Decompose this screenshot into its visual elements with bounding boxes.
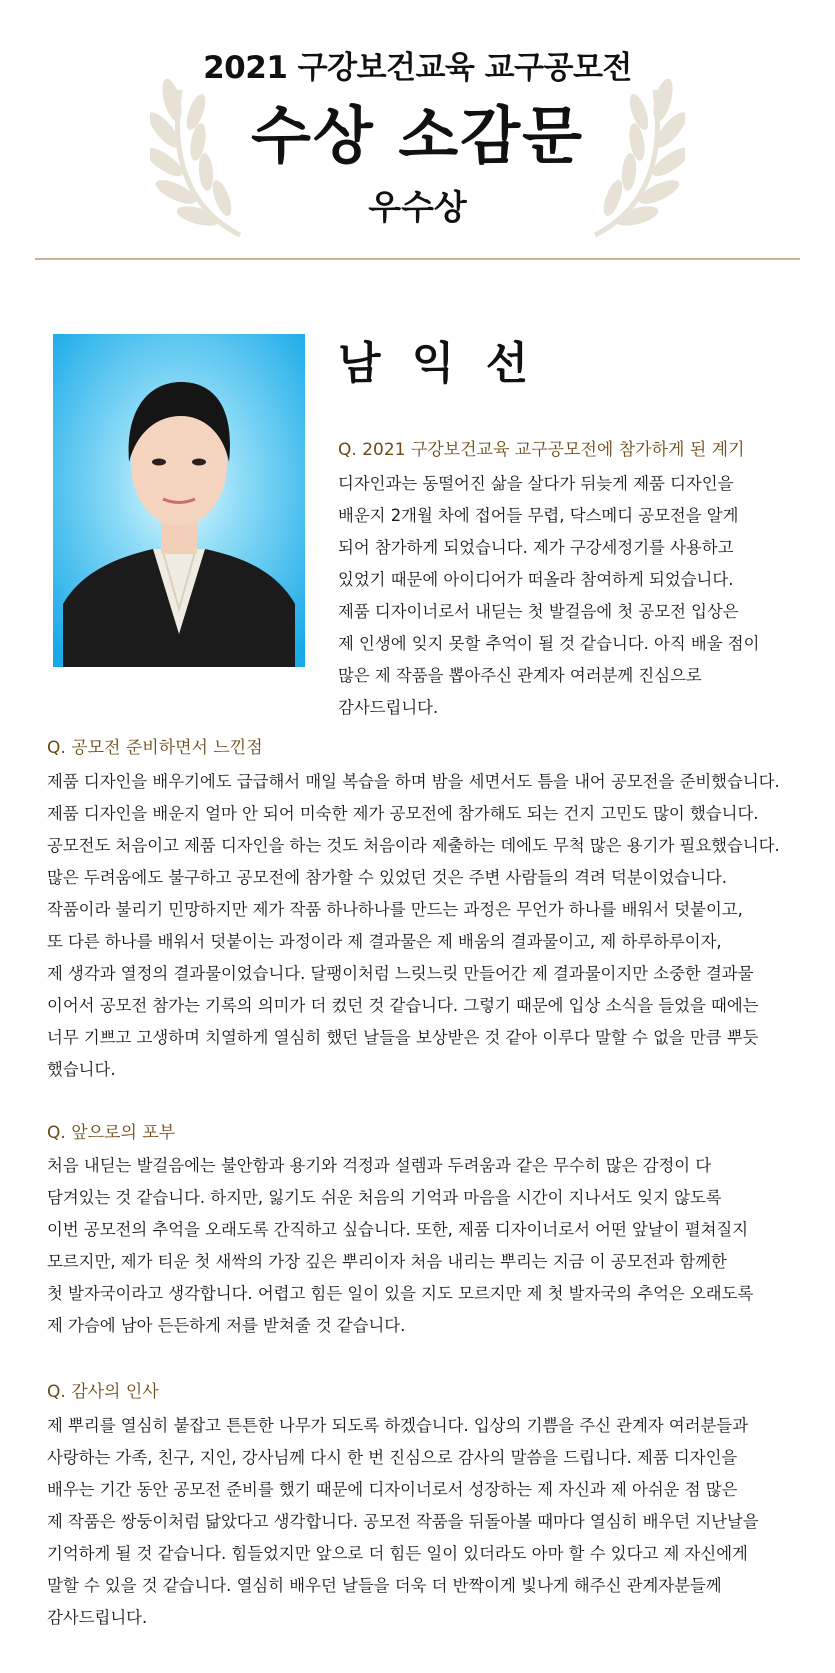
text-line: 배우는 기간 동안 공모전 준비를 했기 때문에 디자이너로서 성장하는 제 자신과 제 아쉬운 점 많은 bbox=[47, 1480, 738, 1499]
text-line: 제품 디자인을 배운지 얼마 안 되어 미숙한 제가 공모전에 참가해도 되는 건지 고민도 많이 했습니다. bbox=[47, 804, 759, 823]
text-line: 너무 기쁘고 고생하며 치열하게 열심히 했던 날들을 보상받은 것 같아 이루다 말할 수 없을 만큼 뿌듯 bbox=[47, 1028, 759, 1047]
text-line: 배운지 2개월 차에 접어들 무렵, 닥스메디 공모전을 알게 bbox=[338, 506, 739, 525]
text-line: 말할 수 있을 것 같습니다. 열심히 배우던 날들을 더욱 더 반짝이게 빛나게 해주신 관계자분들께 bbox=[47, 1576, 722, 1595]
text-line: 했습니다. bbox=[47, 1060, 116, 1079]
text-line: 디자인과는 동떨어진 삶을 살다가 뒤늦게 제품 디자인을 bbox=[338, 474, 734, 493]
section-question-thanks: Q. 감사의 인사 bbox=[47, 1382, 159, 1402]
text-line: 작품이라 불리기 민망하지만 제가 작품 하나하나를 만드는 과정은 무언가 하나를 배워서 덧붙이고, bbox=[47, 900, 743, 919]
text-line: 제 가슴에 남아 든든하게 저를 받쳐줄 것 같습니다. bbox=[47, 1316, 406, 1335]
text-line: 공모전도 처음이고 제품 디자인을 하는 것도 처음이라 제출하는 데에도 무척 많은 용기가 필요했습니다. bbox=[47, 836, 780, 855]
contest-title: 2021 구강보건교육 교구공모전 bbox=[203, 50, 632, 86]
text-line: 모르지만, 제가 티운 첫 새싹의 가장 깊은 뿌리이자 처음 내리는 뿌리는 지금 이 공모전과 함께한 bbox=[47, 1252, 727, 1271]
section-question-impressions: Q. 공모전 준비하면서 느낀점 bbox=[47, 738, 263, 758]
text-line: 되어 참가하게 되었습니다. 제가 구강세정기를 사용하고 bbox=[338, 538, 734, 557]
text-line: 많은 제 작품을 뽑아주신 관계자 여러분께 진심으로 bbox=[338, 666, 702, 685]
text-line: 담겨있는 것 같습니다. 하지만, 잃기도 쉬운 처음의 기억과 마음을 시간이 지나서도 잊지 않도록 bbox=[47, 1188, 722, 1207]
text-line: 제 생각과 열정의 결과물이었습니다. 달팽이처럼 느릿느릿 만들어간 제 결과물이지만 소중한 결과물 bbox=[47, 964, 754, 983]
text-line: 있었기 때문에 아이디어가 떠올라 참여하게 되었습니다. bbox=[338, 570, 734, 589]
text-line: 많은 두려움에도 불구하고 공모전에 참가할 수 있었던 것은 주변 사람들의 격려 덕분이었습니다. bbox=[47, 868, 728, 887]
text-line: 또 다른 하나를 배워서 덧붙이는 과정이라 제 결과물은 제 배움의 결과물이고, 제 하루하루이자, bbox=[47, 932, 722, 951]
text-line: 사랑하는 가족, 친구, 지인, 강사님께 다시 한 번 진심으로 감사의 말씀을 드립니다. 제품 디자인을 bbox=[47, 1448, 738, 1467]
section-answer-thanks bbox=[47, 1410, 807, 1634]
text-line: 처음 내딛는 발걸음에는 불안함과 용기와 걱정과 설렘과 두려움과 같은 무수히 많은 감정이 다 bbox=[47, 1156, 712, 1175]
winner-portrait bbox=[53, 334, 305, 667]
section-question-motivation: Q. 2021 구강보건교육 교구공모전에 참가하게 된 계기 bbox=[338, 440, 745, 460]
text-line: 감사드립니다. bbox=[47, 1608, 148, 1627]
text-line: 제품 디자인을 배우기에도 급급해서 매일 복습을 하며 밤을 세면서도 틈을 내어 공모전을 준비했습니다. bbox=[47, 772, 780, 791]
header bbox=[0, 0, 835, 260]
section-answer-aspirations bbox=[47, 1150, 807, 1342]
text-line: 제품 디자이너로서 내딛는 첫 발걸음에 첫 공모전 입상은 bbox=[338, 602, 739, 621]
text-line: 이어서 공모전 참가는 기록의 의미가 더 컸던 것 같습니다. 그렇기 때문에 입상 소식을 들었을 때에는 bbox=[47, 996, 759, 1015]
text-line: 첫 발자국이라고 생각합니다. 어렵고 힘든 일이 있을 지도 모르지만 제 첫 발자국의 추억은 오래도록 bbox=[47, 1284, 754, 1303]
winner-name: 남 익 선 bbox=[338, 338, 537, 389]
text-line: 이번 공모전의 추억을 오래도록 간직하고 싶습니다. 또한, 제품 디자이너로서 어떤 앞날이 펼쳐질지 bbox=[47, 1220, 749, 1239]
section-question-aspirations: Q. 앞으로의 포부 bbox=[47, 1123, 176, 1143]
section-answer-motivation bbox=[338, 468, 798, 724]
header-divider bbox=[35, 258, 800, 260]
award-level: 우수상 bbox=[368, 188, 467, 228]
text-line: 기억하게 될 것 같습니다. 힘들었지만 앞으로 더 힘든 일이 있더라도 아마 할 수 있다고 제 자신에게 bbox=[47, 1544, 748, 1563]
text-line: 제 인생에 잊지 못할 추억이 될 것 같습니다. 아직 배울 점이 bbox=[338, 634, 760, 653]
page-title: 수상 소감문 bbox=[250, 99, 585, 172]
text-line: 감사드립니다. bbox=[338, 698, 439, 717]
text-line: 제 뿌리를 열심히 붙잡고 튼튼한 나무가 되도록 하겠습니다. 입상의 기쁨을 주신 관계자 여러분들과 bbox=[47, 1416, 749, 1435]
portrait-image bbox=[53, 334, 305, 667]
text-line: 제 작품은 쌍둥이처럼 닮았다고 생각합니다. 공모전 작품을 뒤돌아볼 때마다 열심히 배우던 지난날을 bbox=[47, 1512, 759, 1531]
section-answer-impressions bbox=[47, 766, 807, 1086]
